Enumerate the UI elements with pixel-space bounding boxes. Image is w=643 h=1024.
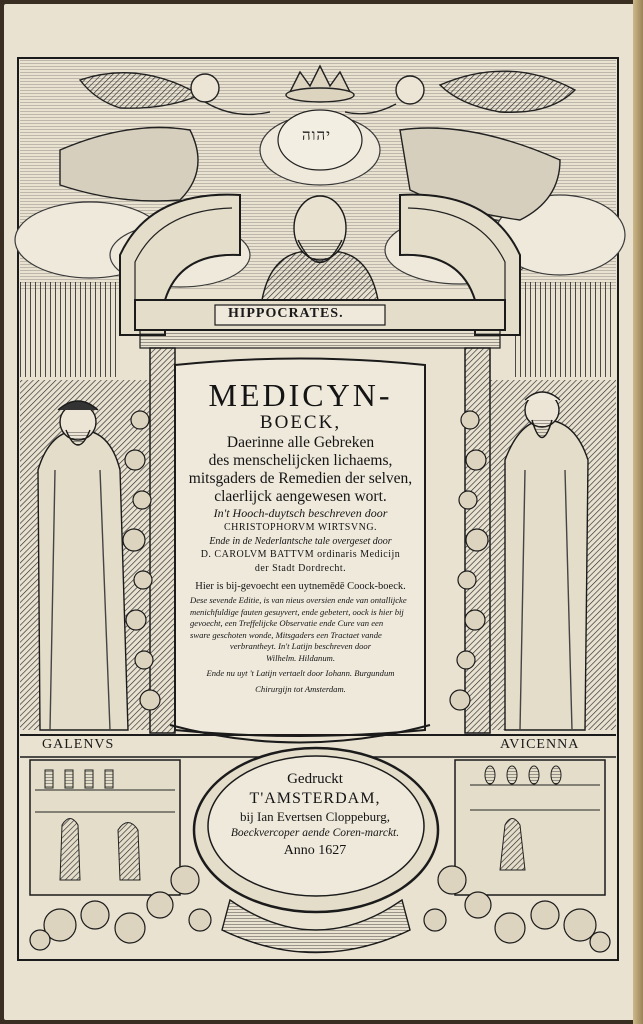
edition-note-line: verbrantheyt. In't Latijn beschreven door [229,641,372,651]
printed-label: Gedruckt [287,771,343,787]
avicenna-label: AVICENNA [500,737,580,752]
book-subtitle: BOECK, [259,412,342,433]
edition-note-line: gevoecht, een Treffelijcke Observatie ende Cure van een [190,618,384,628]
avicenna-figure [505,392,588,730]
imprint-text [210,770,420,861]
bookshelf-right [515,282,615,377]
latin-translation-line: Chirurgijn tot Amsterdam. [255,683,346,694]
translator-line: der Stadt Dordrecht. [254,563,347,574]
tetragrammaton: יהוה [302,126,332,144]
title-text-block [178,366,423,726]
pilaster-left [150,348,175,733]
imprint-printer: bij Ian Evertsen Cloppeburg, [240,809,390,824]
entablature [140,330,500,348]
translator-line: D. CAROLVM BATTVM ordinaris Medicijn [200,549,401,560]
book-title: MEDICYN- [208,378,393,412]
description-line: claerlijck aengewesen wort. [214,488,387,505]
galen-label: GALENVS [42,737,115,752]
written-by-line: In't Hooch-duytsch beschreven door [213,506,388,520]
cookbook-addition: Hier is bij-gevoecht een uytnemēdē Coock-boeck. [195,581,406,592]
author-name: CHRISTOPHORVM WIRTSVNG. [223,522,378,533]
description-line: mitsgaders de Remedien der selven, [188,470,413,487]
bookshelf-left [20,282,120,377]
hippocrates-label: HIPPOCRATES. [228,306,344,321]
imprint-shop: Boeckvercoper aende Coren-marckt. [230,827,400,839]
edition-note-line: menichfuldige fauten gesuyvert, ende gebetert, oock is hier bij [190,606,404,617]
edition-note-line: Dese sevende Editie, is van nieus oversien ende van ontallijcke [190,595,407,605]
translated-by-line: Ende in de Nederlantsche tale overgeset door [209,536,392,547]
edition-note-line: sware geschoten wonde, Mitsgaders een Tractaet vande [190,629,382,640]
description-line: des menschelijcken lichaems, [208,452,393,469]
edition-note-line: Wilhelm. Hildanum. [266,652,335,663]
description-line: Daerinne alle Gebreken [226,434,375,451]
imprint-city: T'AMSTERDAM, [249,790,381,807]
imprint-year: Anno 1627 [283,843,347,858]
latin-translation-line: Ende nu uyt 't Latijn vertaelt door Iohann. Burgundum [206,668,395,678]
